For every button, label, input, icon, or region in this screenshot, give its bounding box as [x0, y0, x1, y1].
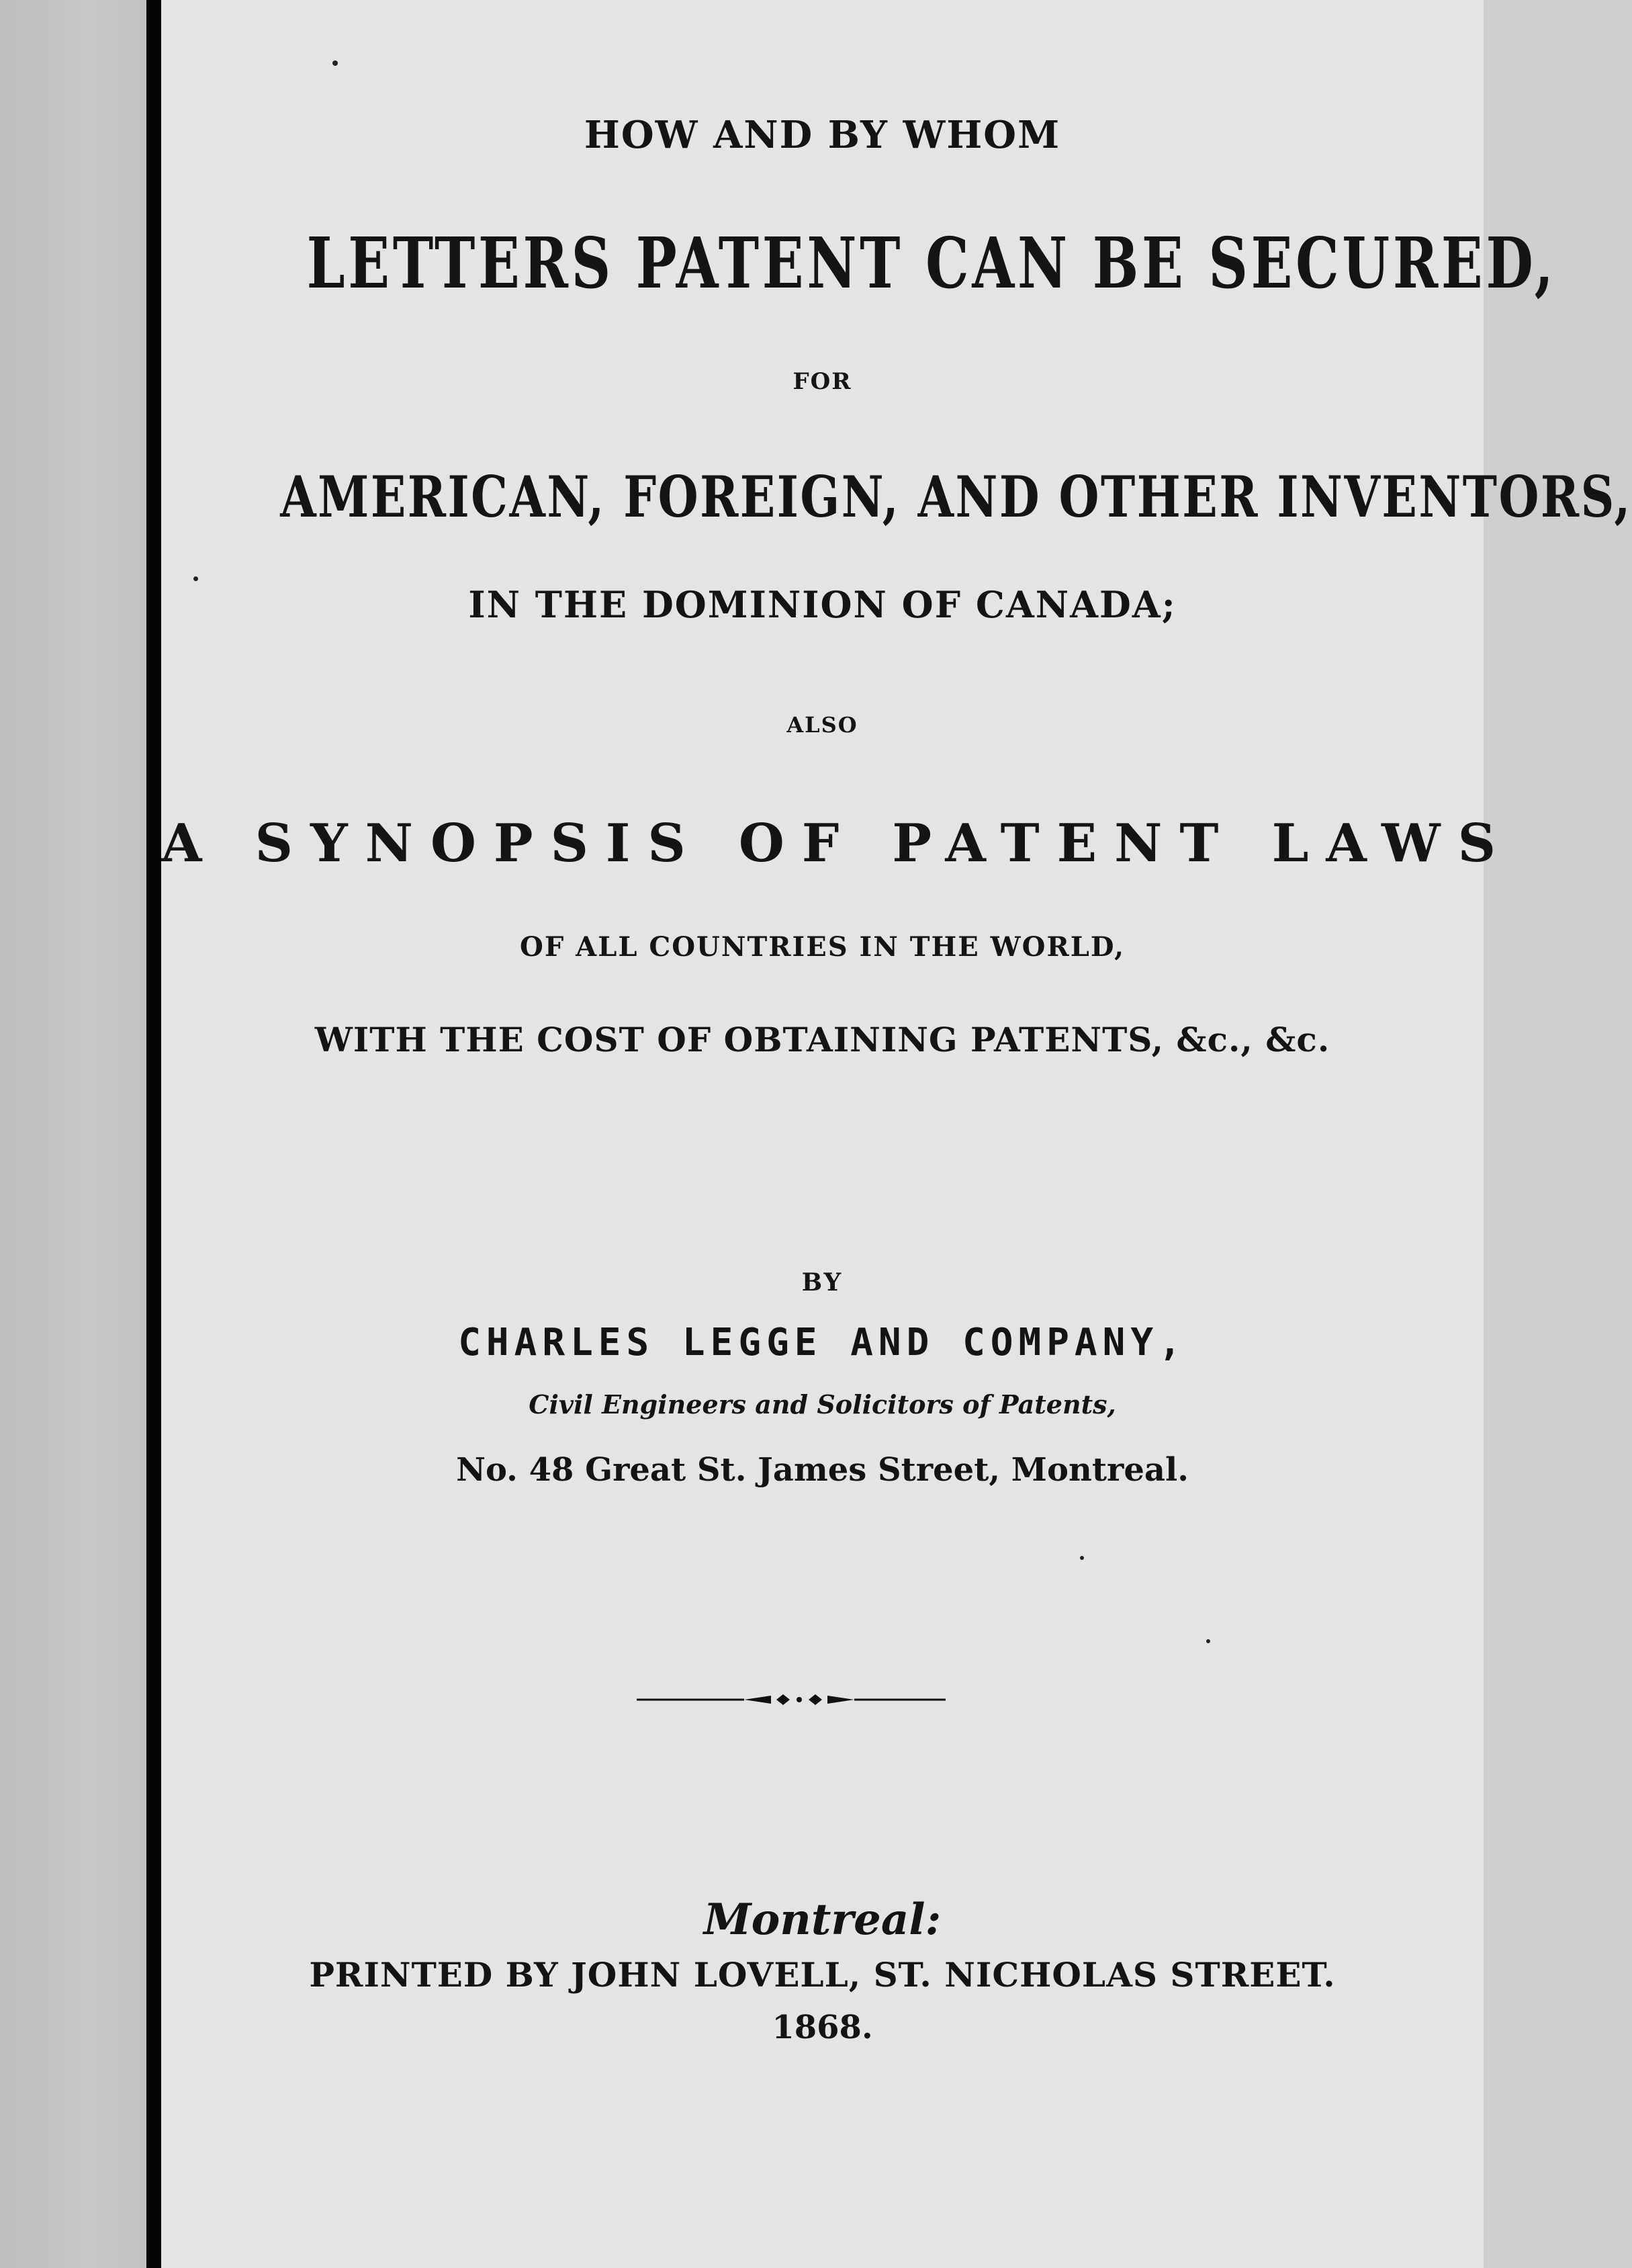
title-line-all-countries: OF ALL COUNTRIES IN THE WORLD,	[519, 931, 1125, 963]
author-address: No. 48 Great St. James Street, Montreal.	[456, 1451, 1189, 1489]
imprint-place: Montreal:	[703, 1894, 942, 1945]
title-line-inventors: AMERICAN, FOREIGN, AND OTHER INVENTORS,	[280, 464, 1632, 530]
imprint-printer: PRINTED BY JOHN LOVELL, ST. NICHOLAS STREET.	[309, 1955, 1336, 1995]
title-line-synopsis: A SYNOPSIS OF PATENT LAWS	[161, 813, 1513, 874]
title-line-letters-patent: LETTERS PATENT CAN BE SECURED,	[306, 222, 1557, 304]
title-line-dominion: IN THE DOMINION OF CANADA;	[468, 583, 1177, 626]
imprint-year: 1868.	[772, 2009, 873, 2046]
adjacent-page-edge	[0, 0, 146, 2268]
paper-speck	[332, 60, 338, 66]
title-line-cost: WITH THE COST OF OBTAINING PATENTS, &c., &c.	[314, 1020, 1330, 1059]
title-line-how-and-by-whom: HOW AND BY WHOM	[584, 113, 1061, 157]
author-name: CHARLES LEGGE AND COMPANY,	[458, 1321, 1187, 1364]
author-by: BY	[801, 1268, 844, 1297]
title-line-also: ALSO	[786, 712, 858, 738]
title-page	[161, 0, 1632, 2268]
author-profession: Civil Engineers and Solicitors of Patents,	[529, 1389, 1116, 1420]
ornament-rule	[637, 1685, 946, 1714]
paper-speck	[193, 576, 198, 581]
book-gutter	[146, 0, 161, 2268]
paper-speck	[1206, 1639, 1210, 1643]
title-line-for: FOR	[792, 368, 852, 395]
paper-speck	[1080, 1556, 1084, 1560]
